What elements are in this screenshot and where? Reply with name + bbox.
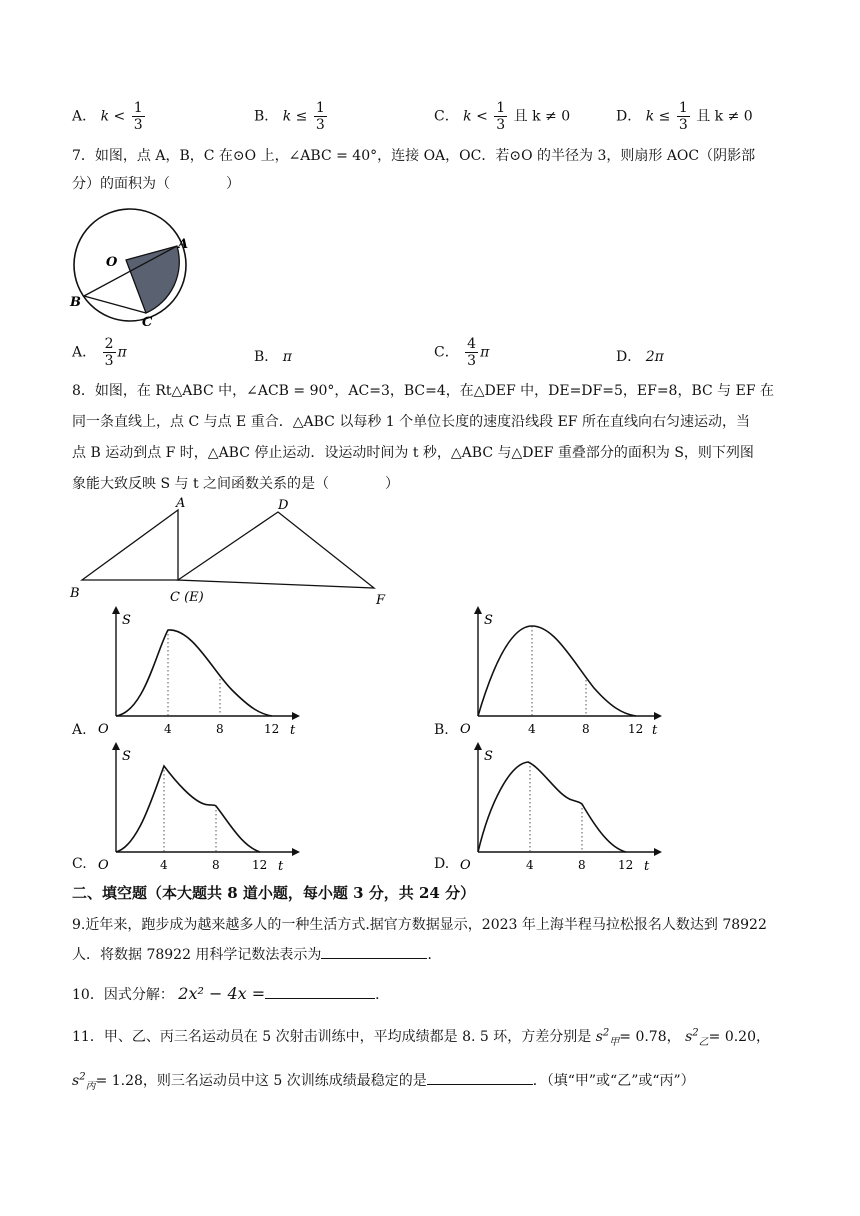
q7-option-b[interactable]	[254, 346, 292, 366]
option-lhs: k ≤	[645, 108, 671, 125]
separator: ，	[756, 1029, 770, 1045]
q11-text-end: ．（填“甲”或“乙”或“丙”）	[532, 1073, 695, 1089]
fraction: $\frac{2}{3}$	[104, 336, 114, 369]
q8-text-line1: 8．如图，在 Rt△ABC 中，∠ACB = 90°，AC=3，BC=4，在△DEF 中，DE=DF=5，EF=8，BC 与 EF 在	[72, 383, 774, 399]
curve	[478, 626, 636, 716]
section-title: 二、填空题（本大题共 8 道小题，每小题 3 分，共 24 分）	[72, 884, 476, 902]
tick-label: 8	[212, 858, 220, 872]
q6-option-a[interactable]	[72, 100, 147, 133]
x-axis-arrow	[292, 848, 300, 856]
label-a: A	[176, 496, 186, 511]
q6-option-d[interactable]	[616, 100, 753, 133]
option-letter: C．	[434, 344, 459, 361]
option-lhs: k <	[100, 108, 126, 125]
label-c-e: C (E)	[170, 590, 204, 605]
y-label: S	[484, 613, 493, 628]
tick-label: 12	[252, 858, 268, 872]
label-b: B	[70, 295, 81, 310]
option-letter: C．	[434, 108, 459, 125]
x-axis-arrow	[654, 848, 662, 856]
q8-option-d-letter[interactable]: D.	[434, 856, 450, 872]
option-letter: A．	[72, 108, 97, 125]
variance-bing-value: = 1.28	[95, 1073, 143, 1089]
option-letter: D．	[616, 108, 642, 125]
variance-yi: $s^2_乙$	[685, 1027, 709, 1048]
q11-line2	[72, 1070, 695, 1092]
y-axis-arrow	[112, 742, 120, 750]
label-d: D	[278, 498, 289, 513]
label-f: F	[376, 593, 386, 606]
q8-option-a-letter[interactable]: A.	[72, 722, 87, 738]
fraction: $\frac{1}{3}$	[678, 100, 688, 133]
q9-text: 人．将数据 78922 用科学记数法表示为	[72, 947, 322, 963]
q8-triangles-figure	[64, 494, 394, 606]
tick-label: 4	[528, 722, 536, 736]
option-tail: π	[480, 344, 490, 361]
q7-option-d[interactable]	[616, 346, 664, 366]
label-a: A	[178, 237, 189, 252]
option-letter: B．	[254, 349, 279, 365]
tick-label: 8	[582, 722, 590, 736]
x-label: t	[644, 859, 650, 874]
q8-text-line2: 同一条直线上，点 C 与点 E 重合．△ABC 以每秒 1 个单位长度的速度沿线段 EF 所在直线向右匀速运动，当	[72, 414, 750, 430]
x-label: t	[278, 859, 284, 874]
triangle-abc	[82, 510, 178, 580]
q7-circle-figure	[64, 208, 194, 330]
q10-end: ．	[375, 987, 390, 1003]
y-label: S	[122, 613, 131, 628]
q11-text-mid: ，则三名运动员中这 5 次训练成绩最稳定的是	[142, 1073, 427, 1089]
q8-option-b-letter[interactable]: B.	[434, 722, 449, 738]
option-lhs: k ≤	[282, 108, 308, 125]
label-c: C	[142, 315, 153, 330]
fraction: $\frac{1}{3}$	[133, 100, 143, 133]
q8-option-c-letter[interactable]: C.	[72, 856, 87, 872]
q7-option-c[interactable]	[434, 336, 489, 369]
variance-bing: $s^2_丙$	[72, 1071, 96, 1092]
q9-end: ．	[427, 947, 442, 963]
q8-text-line3: 点 B 运动到点 F 时，△ABC 停止运动．设运动时间为 t 秒，△ABC 与△DEF 重叠部分的面积为 S，则下列图	[72, 445, 754, 461]
q10-expression: 2x² − 4x =	[178, 984, 266, 1003]
x-label: t	[652, 723, 658, 738]
option-value: 2π	[645, 349, 664, 365]
q9-text-line2	[72, 944, 441, 964]
y-axis-arrow	[474, 606, 482, 614]
option-tail: 且 k ≠ 0	[513, 108, 571, 125]
fraction: $\frac{1}{3}$	[496, 100, 506, 133]
y-axis-arrow	[474, 742, 482, 750]
y-label: S	[484, 749, 493, 764]
label-o: O	[106, 255, 118, 270]
curve	[116, 630, 272, 716]
curve	[478, 762, 626, 852]
q8-graph-b[interactable]	[454, 602, 668, 740]
q7-text-line2: 分）的面积为（ ）	[72, 176, 240, 192]
q8-graph-d[interactable]	[454, 738, 668, 876]
variance-yi-value: = 0.20	[708, 1029, 756, 1045]
option-tail: 且 k ≠ 0	[696, 108, 753, 125]
q11-text: 11．甲、乙、丙三名运动员在 5 次射击训练中，平均成绩都是 8. 5 环，方差分别是	[72, 1029, 592, 1045]
origin-label: O	[460, 722, 471, 737]
y-label: S	[122, 749, 131, 764]
option-tail: π	[117, 344, 127, 361]
q10-answer-blank[interactable]	[265, 984, 375, 999]
q8-text-line4: 象能大致反映 S 与 t 之间函数关系的是（ ）	[72, 476, 400, 492]
option-lhs: k <	[463, 108, 488, 125]
triangle-def	[178, 512, 374, 588]
q6-option-b[interactable]	[254, 100, 329, 133]
separator: ，	[666, 1029, 681, 1045]
tick-label: 4	[526, 858, 534, 872]
q6-option-c[interactable]	[434, 100, 570, 133]
fraction: $\frac{1}{3}$	[315, 100, 325, 133]
y-axis-arrow	[112, 606, 120, 614]
q9-text-line1: 9.近年来，跑步成为越来越多人的一种生活方式.据官方数据显示，2023 年上海半程马拉松报名人数达到 78922	[72, 917, 767, 933]
x-label: t	[290, 723, 296, 738]
option-letter: D．	[616, 349, 642, 365]
tick-label: 12	[618, 858, 634, 872]
q9-answer-blank[interactable]	[321, 944, 427, 959]
tick-label: 12	[628, 722, 644, 736]
fraction: $\frac{4}{3}$	[467, 336, 477, 369]
option-letter: A．	[72, 344, 97, 361]
q10-line	[72, 984, 389, 1004]
q8-graph-c[interactable]	[92, 738, 306, 876]
segment-bc	[84, 296, 146, 313]
curve	[116, 766, 260, 852]
tick-label: 8	[216, 722, 224, 736]
x-axis-arrow	[654, 712, 662, 720]
q11-answer-blank[interactable]	[427, 1070, 533, 1085]
origin-label: O	[98, 858, 109, 873]
q10-prefix: 10．因式分解：	[72, 987, 174, 1003]
tick-label: 4	[160, 858, 168, 872]
tick-label: 4	[164, 722, 172, 736]
variance-jia-value: = 0.78	[619, 1029, 667, 1045]
option-value: π	[282, 349, 292, 365]
tick-label: 8	[578, 858, 586, 872]
q11-line1	[72, 1026, 770, 1048]
q7-text-line1: 7．如图，点 A，B，C 在⊙O 上，∠ABC = 40°，连接 OA，OC．若⊙O 的半径为 3，则扇形 AOC（阴影部	[72, 148, 756, 164]
q8-graph-a[interactable]	[92, 602, 306, 740]
label-b: B	[70, 586, 80, 601]
origin-label: O	[460, 858, 471, 873]
option-letter: B．	[254, 108, 279, 125]
q7-option-a[interactable]	[72, 336, 127, 369]
tick-label: 12	[264, 722, 280, 736]
variance-jia: $s^2_甲$	[595, 1027, 620, 1048]
origin-label: O	[98, 722, 109, 737]
x-axis-arrow	[292, 712, 300, 720]
